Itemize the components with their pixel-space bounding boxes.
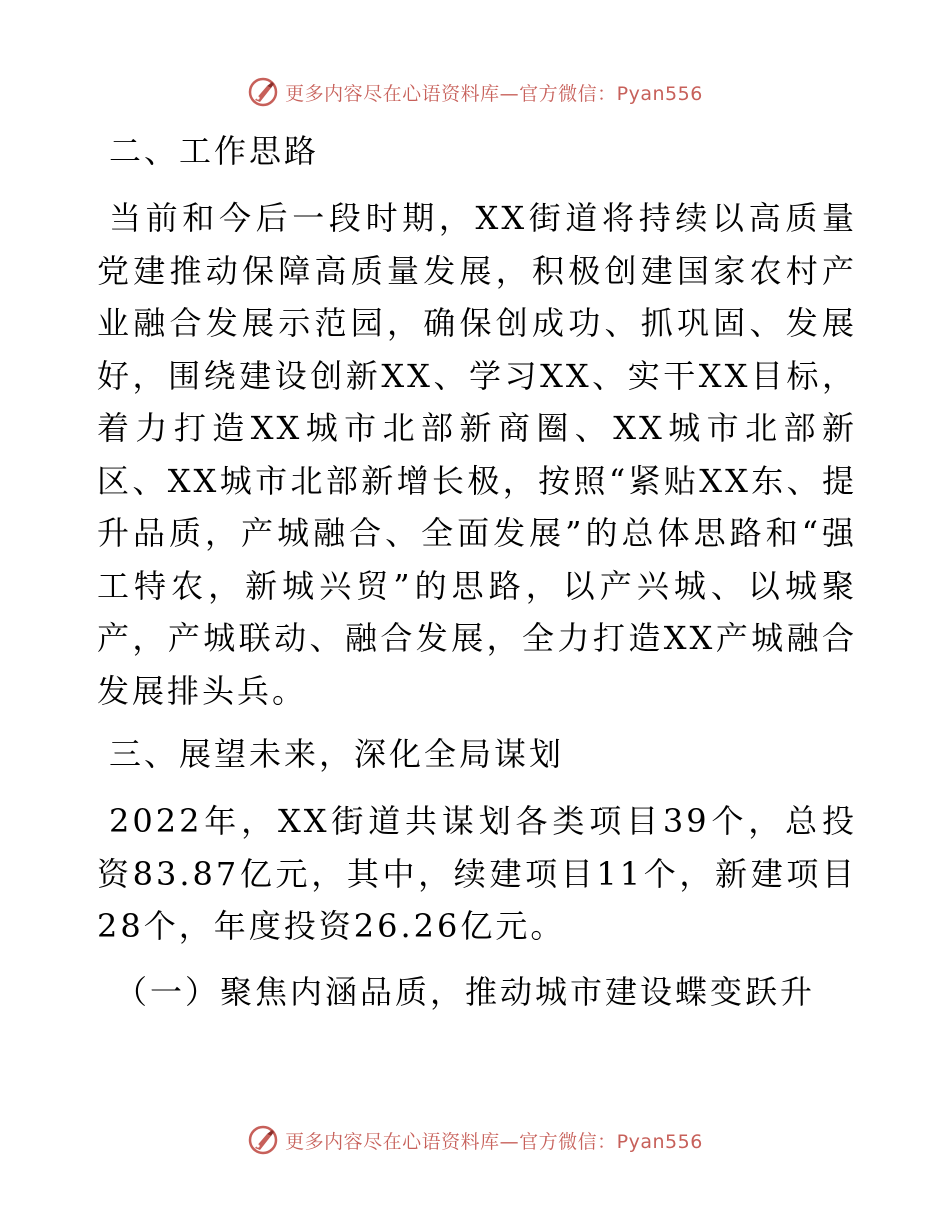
watermark-footer <box>0 1120 950 1160</box>
document-body <box>97 118 857 1033</box>
section-heading-outlook: 三、展望未来，深化全局谋划 <box>109 735 565 773</box>
paragraph-outlook: 2022年，XX街道共谋划各类项目39个，总投资83.87亿元，其中，续建项目11个，新建项目28个，年度投资26.26亿元。 <box>97 802 857 945</box>
watermark-text: 更多内容尽在心语资料库—官方微信：Pyan556 <box>285 82 703 105</box>
subsection-heading-urban-construction: （一）聚焦内涵品质，推动城市建设蝶变跃升 <box>115 972 816 1011</box>
section-heading-work-approach: 二、工作思路 <box>109 132 320 170</box>
watermark-header <box>0 72 950 112</box>
fountain-pen-logo-icon <box>247 76 279 108</box>
fountain-pen-logo-icon <box>247 1124 279 1156</box>
watermark-text: 更多内容尽在心语资料库—官方微信：Pyan556 <box>285 1130 703 1153</box>
paragraph-work-approach: 当前和今后一段时期，XX街道将持续以高质量党建推动保障高质量发展，积极创建国家农村产业融合发展示范园，确保创成功、抓巩固、发展好，围绕建设创新XX、学习XX、实干XX目标，着力打造XX城市北部新商圈、XX城市北部新区、XX城市北部新增长极，按照“紧贴XX东、提升品质，产城融合、全面发展”的总体思路和“强工特农，新城兴贸”的思路，以产兴城、以城聚产，产城联动、融合发展，全力打造XX产城融合发展排头兵。 <box>97 199 857 710</box>
